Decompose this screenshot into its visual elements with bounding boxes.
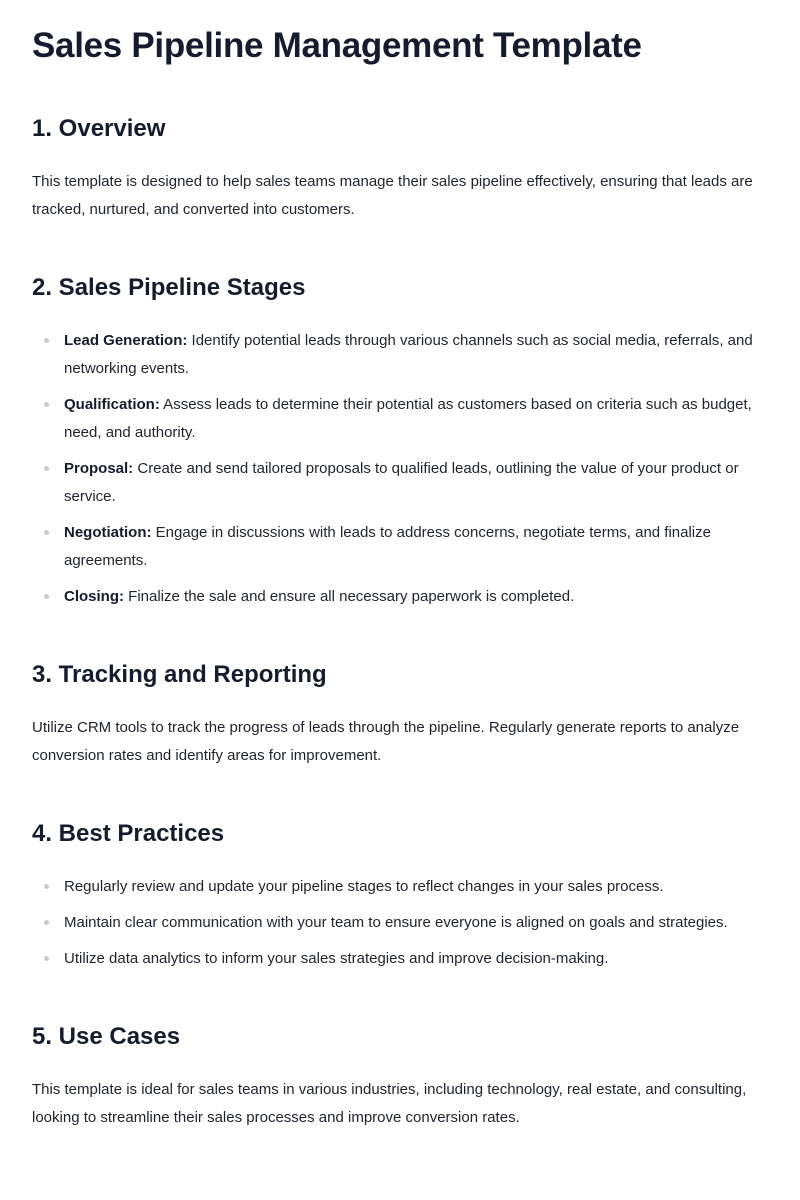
- bullet-dot-icon: [44, 338, 49, 343]
- bullet-dot-icon: [44, 920, 49, 925]
- stage-term: Negotiation:: [64, 524, 152, 541]
- stage-description: Finalize the sale and ensure all necessary paperwork is completed.: [124, 588, 575, 605]
- stage-term: Closing:: [64, 588, 124, 605]
- best-practice-item: [64, 909, 768, 937]
- stage-description: Create and send tailored proposals to qualified leads, outlining the value of your product or service.: [64, 460, 739, 505]
- stage-description: Assess leads to determine their potential as customers based on criteria such as budget, need, and authority.: [64, 396, 752, 441]
- tracking-reporting-heading: 3. Tracking and Reporting: [32, 661, 327, 688]
- bullet-dot-icon: [44, 530, 49, 535]
- bullet-dot-icon: [44, 594, 49, 599]
- overview-paragraph: This template is designed to help sales teams manage their sales pipeline effectively, ensuring that leads are tracked, nurtured, and converted into customers.: [32, 173, 753, 218]
- bullet-dot-icon: [44, 884, 49, 889]
- stage-description: Identify potential leads through various channels such as social media, referrals, and networking events.: [64, 332, 753, 377]
- best-practice-text: Maintain clear communication with your team to ensure everyone is aligned on goals and strategies.: [64, 914, 728, 931]
- tracking-reporting-paragraph: Utilize CRM tools to track the progress of leads through the pipeline. Regularly generate reports to analyze conversion rates and identify areas for improvement.: [32, 719, 740, 764]
- use-cases-paragraph: This template is ideal for sales teams in various industries, including technology, real estate, and consulting, looking to streamline their sales processes and improve conversion rates.: [32, 1081, 747, 1126]
- stage-description: Engage in discussions with leads to address concerns, negotiate terms, and finalize agreements.: [64, 524, 711, 569]
- stage-term: Qualification:: [64, 396, 160, 413]
- best-practice-text: Utilize data analytics to inform your sales strategies and improve decision-making.: [64, 950, 609, 967]
- bullet-dot-icon: [44, 956, 49, 961]
- best-practice-text: Regularly review and update your pipeline stages to reflect changes in your sales process.: [64, 878, 664, 895]
- page-title: Sales Pipeline Management Template: [32, 26, 642, 65]
- stage-item-proposal: [64, 455, 768, 511]
- bullet-dot-icon: [44, 402, 49, 407]
- best-practices-list: [32, 873, 768, 973]
- overview-heading: 1. Overview: [32, 115, 166, 142]
- pipeline-stages-list: [32, 327, 768, 611]
- stage-item-lead-generation: [64, 327, 768, 383]
- stage-item-qualification: [64, 391, 768, 447]
- pipeline-stages-heading: 2. Sales Pipeline Stages: [32, 274, 306, 301]
- stage-term: Lead Generation:: [64, 332, 188, 349]
- bullet-dot-icon: [44, 466, 49, 471]
- stage-item-negotiation: [64, 519, 768, 575]
- stage-item-closing: [64, 583, 768, 611]
- stage-term: Proposal:: [64, 460, 134, 477]
- best-practices-heading: 4. Best Practices: [32, 820, 225, 847]
- best-practice-item: [64, 873, 768, 901]
- best-practice-item: [64, 945, 768, 973]
- use-cases-heading: 5. Use Cases: [32, 1023, 181, 1050]
